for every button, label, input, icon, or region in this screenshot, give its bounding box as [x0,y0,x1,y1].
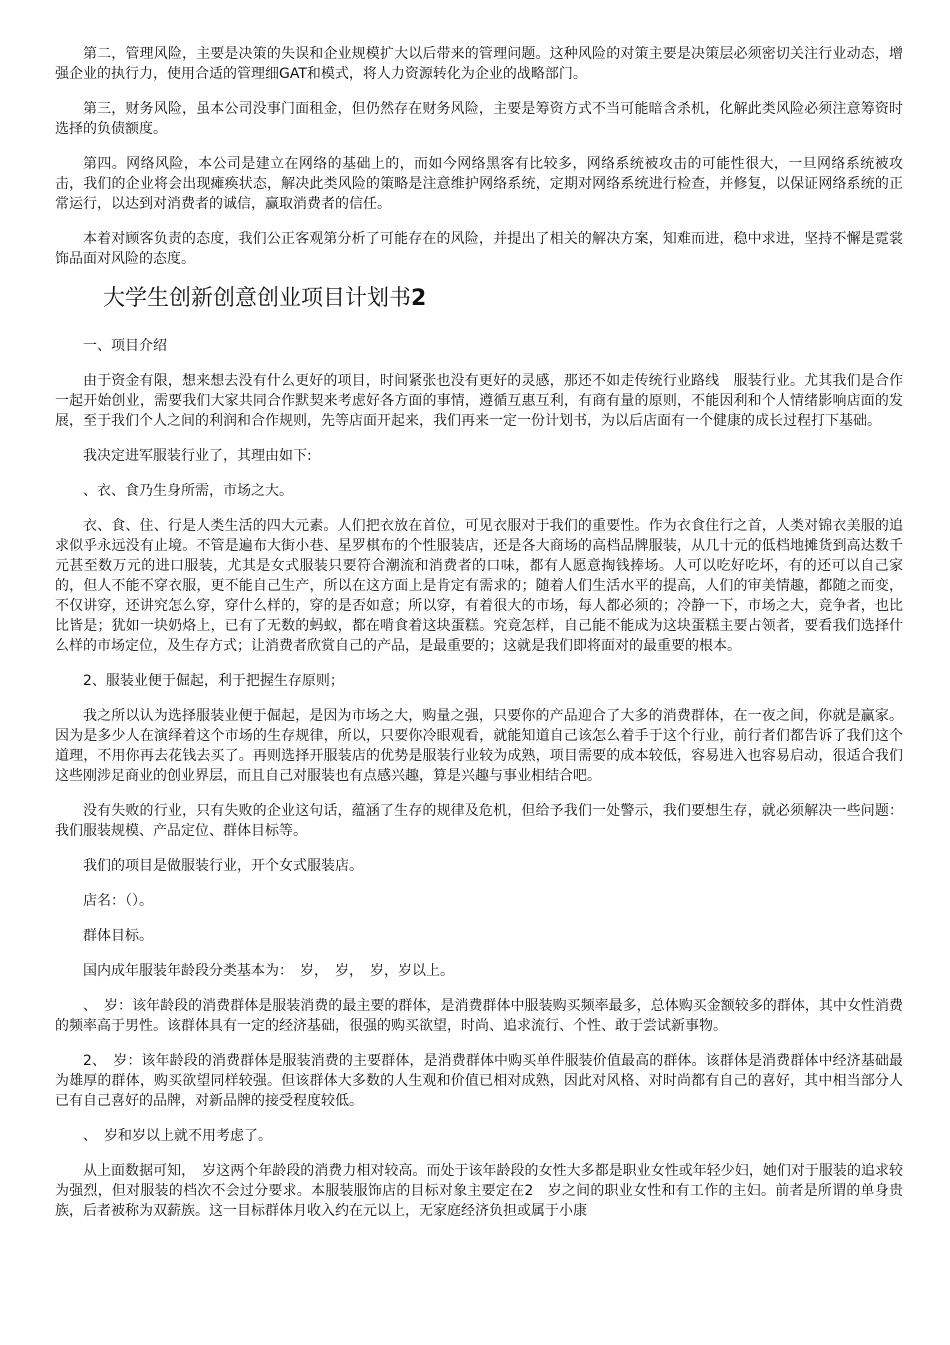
paragraph-reasons-intro: 我决定进军服装行业了，其理由如下: [83,448,312,464]
paragraph-clothing-market: 衣、食、住、行是人类生活的四大元素。人们把衣放在首位，可见衣服对于我们的重要性。作为衣食住行之首，人类对锦衣美服的追求似乎永远没有止境。不管是遍布大街小巷、星罗棋布的个性服装店，还是各大商场的高档品牌服装，从几十元的低档地摊货到高达数千元甚至数万元的进口服装，尤其是女式服装只要符合潮流和消费者的口味，都有人愿意掏钱捧场。人可以吃好吃坏，有的还可以自己家的，但人不能不穿衣服，更不能自己生产，所以在这方面上是肯定有需求的；随着人们生活水平的提高，人们的审美情趣，都随之而变，不仅讲穿，还讲究怎么穿，穿什么样的，穿的是否如意；所以穿，有着很大的市场，每人都必须的；冷静一下，市场之大，竞争者，也比比皆是；犹如一块奶烙上，已有了无数的蚂蚁，都在啃食着这块蛋糕。究竟怎样，自己能不能成为这块蛋糕主要占领者，要看我们选择什么样的市场定位，及生存方式；让消费者欣赏自己的产品，是最重要的；这就是我们即将面对的最重要的根本。 [55,518,903,654]
paragraph-no-failed-industry: 没有失败的行业，只有失败的企业这句话，蕴涵了生存的规律及危机，但给予我们一处警示，我们要想生存，就必须解决一些问题：我们服装规模、产品定位、群体目标等。 [55,803,903,839]
paragraph-store-name: 店名：（）。 [83,893,153,909]
paragraph-age-group-1: 、 岁：该年龄段的消费群体是服装消费的最主要的群体，是消费群体中服装购买频率最多，总体购买金额较多的群体，其中女性消费的频率高于男性。该群体具有一定的经济基础，很强的购买欲望，时尚、追求流行、个性、敢于尝试新事物。 [55,998,903,1034]
paragraph-age-group-2: 2、 岁：该年龄段的消费群体是服装消费的主要群体，是消费群体中购买单件服装价值最高的群体。该群体是消费群体中经济基础最为雄厚的群体，购买欲望同样较强。但该群体大多数的人生观和价值已相对成熟，因此对风格、对时尚都有自己的喜好，其中相当部分人已有自己喜好的品牌，对新品牌的接受程度较低。 [55,1053,903,1109]
paragraph-age-group-3: 、 岁和岁以上就不用考虑了。 [83,1128,272,1144]
paragraph-project-background: 由于资金有限，想来想去没有什么更好的项目，时间紧张也没有更好的灵感，那还不如走传统行业路线 服装行业。尤其我们是合作一起开始创业，需要我们大家共同合作默契来考虑好各方面的事情，遵循互惠互利，有商有量的原则，不能因利和个人情绪影响店面的发展，至于我们个人之间的利润和合作规则，先等店面开起来，我们再来一定一份计划书，为以后店面有一个健康的成长过程打下基础。 [55,373,903,429]
section-heading-project-intro: 一、项目介绍 [83,338,167,354]
document-page [55,44,903,1236]
reason-heading-2: 2、服装业便于倔起，利于把握生存原则； [83,673,344,689]
document-title [103,284,903,314]
paragraph-financial-risk: 第三，财务风险，虽本公司没事门面租金，但仍然存在财务风险，主要是筹资方式不当可能暗含杀机，化解此类风险必须注意筹资时选择的负债额度。 [55,101,903,137]
paragraph-management-risk: 第二，管理风险，主要是决策的失误和企业规模扩大以后带来的管理问题。这种风险的对策主要是决策层必须密切关注行业动态，增强企业的执行力，使用合适的管理细GAT和模式，将人力资源转化为企业的战略部门。 [55,46,903,82]
paragraph-age-groups: 国内成年服装年龄段分类基本为： 岁， 岁， 岁，岁以上。 [83,963,454,979]
paragraph-target-group: 群体目标。 [83,928,153,944]
paragraph-project-statement: 我们的项目是做服装行业，开个女式服装店。 [83,858,363,874]
reason-heading-1: 、衣、食乃生身所需，市场之大。 [83,483,293,499]
paragraph-target-conclusion: 从上面数据可知， 岁这两个年龄段的消费力相对较高。而处于该年龄段的女性大多都是职业女性或年轻少妇，她们对于服装的追求较为强烈，但对服装的档次不会过分要求。本服装服饰店的目标对象主要定在2 岁之间的职业女性和有工作的主妇。前者是所谓的单身贵族，后者被称为双薪族。这一目标群体月收入约在元以上，无家庭经济负担或属于小康 [55,1163,903,1219]
document-title-text: 大学生创新创意创业项目计划书 [103,286,412,311]
paragraph-risk-attitude: 本着对顾客负责的态度，我们公正客观第分析了可能存在的风险，并提出了相关的解决方案，知难而进，稳中求进，坚持不懈是霓裳饰品面对风险的态度。 [55,231,903,267]
document-title-number: 2 [411,286,427,311]
paragraph-network-risk: 第四。网络风险，本公司是建立在网络的基础上的，而如今网络黑客有比较多，网络系统被攻击的可能性很大，一旦网络系统被攻击，我们的企业将会出现瘫痪状态，解决此类风险的策略是注意维护网络系统，定期对网络系统进行检查，并修复，以保证网络系统的正常运行，以达到对消费者的诚信，赢取消费者的信任。 [55,156,903,212]
paragraph-industry-rise: 我之所以认为选择服装业便于倔起，是因为市场之大，购量之强，只要你的产品迎合了大多的消费群体，在一夜之间，你就是赢家。因为是多少人在演绎着这个市场的生存规律，所以，只要你冷眼观看，就能知道自己该怎么着手于这个行业，前行者们都告诉了我们这个道理，不用你再去花钱去买了。再则选择开服装店的优势是服装行业较为成熟，项目需要的成本较低，容易进入也容易启动，很适合我们这些刚涉足商业的创业界层，而且自己对服装也有点感兴趣，算是兴趣与事业相结合吧。 [55,708,903,784]
